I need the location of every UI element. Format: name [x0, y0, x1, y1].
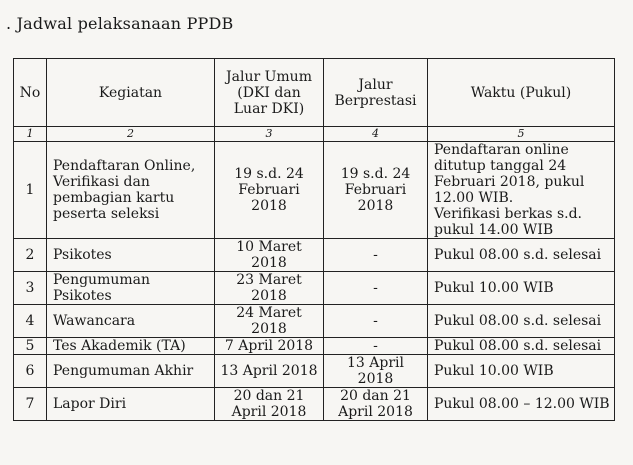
schedule-table — [13, 58, 615, 421]
cell-jalur-prestasi: 20 dan 21 April 2018 — [324, 388, 428, 421]
header-row — [14, 59, 615, 127]
cell-jalur-prestasi: 19 s.d. 24 Februari 2018 — [324, 142, 428, 239]
column-number: 2 — [47, 127, 215, 142]
table-row — [14, 338, 615, 355]
cell-kegiatan: Tes Akademik (TA) — [47, 338, 215, 355]
header-no: No — [14, 59, 47, 127]
cell-jalur-umum: 10 Maret 2018 — [215, 239, 324, 272]
cell-jalur-prestasi: - — [324, 272, 428, 305]
cell-jalur-prestasi: 13 April 2018 — [324, 355, 428, 388]
header-jalur-prestasi: Jalur Berprestasi — [324, 59, 428, 127]
cell-jalur-umum: 20 dan 21 April 2018 — [215, 388, 324, 421]
cell-no: 4 — [14, 305, 47, 338]
cell-jalur-prestasi: - — [324, 305, 428, 338]
header-kegiatan: Kegiatan — [47, 59, 215, 127]
cell-kegiatan: Pengumuman Psikotes — [47, 272, 215, 305]
table-row — [14, 272, 615, 305]
cell-kegiatan: Pengumuman Akhir — [47, 355, 215, 388]
cell-no: 6 — [14, 355, 47, 388]
page-title: . Jadwal pelaksanaan PPDB — [6, 14, 234, 33]
cell-no: 7 — [14, 388, 47, 421]
waktu-extra-text: Verifikasi berkas s.d. pukul 14.00 WIB — [434, 206, 583, 238]
cell-jalur-umum: 7 April 2018 — [215, 338, 324, 355]
table-row — [14, 142, 615, 239]
column-number: 3 — [215, 127, 324, 142]
cell-waktu: Pukul 08.00 s.d. selesai — [428, 239, 615, 272]
cell-kegiatan: Psikotes — [47, 239, 215, 272]
cell-jalur-prestasi: - — [324, 239, 428, 272]
table-row — [14, 305, 615, 338]
cell-no: 2 — [14, 239, 47, 272]
cell-no: 1 — [14, 142, 47, 239]
cell-kegiatan: Wawancara — [47, 305, 215, 338]
cell-jalur-umum: 23 Maret 2018 — [215, 272, 324, 305]
cell-waktu: Pukul 10.00 WIB — [428, 272, 615, 305]
header-jalur-umum: Jalur Umum (DKI dan Luar DKI) — [215, 59, 324, 127]
cell-waktu: Pukul 08.00 – 12.00 WIB — [428, 388, 615, 421]
waktu-text: Pendaftaran online ditutup tanggal 24 Februari 2018, pukul 12.00 WIB. — [434, 142, 585, 206]
table-row — [14, 388, 615, 421]
cell-jalur-umum: 19 s.d. 24 Februari 2018 — [215, 142, 324, 239]
cell-waktu: Pukul 08.00 s.d. selesai — [428, 305, 615, 338]
cell-jalur-umum: 24 Maret 2018 — [215, 305, 324, 338]
column-number: 4 — [324, 127, 428, 142]
cell-waktu — [428, 142, 615, 239]
cell-waktu: Pukul 10.00 WIB — [428, 355, 615, 388]
cell-waktu: Pukul 08.00 s.d. selesai — [428, 338, 615, 355]
cell-no: 3 — [14, 272, 47, 305]
column-number-row — [14, 127, 615, 142]
column-number: 1 — [14, 127, 47, 142]
cell-jalur-prestasi: - — [324, 338, 428, 355]
cell-kegiatan: Pendaftaran Online, Verifikasi dan pembagian kartu peserta seleksi — [47, 142, 215, 239]
cell-jalur-umum: 13 April 2018 — [215, 355, 324, 388]
cell-no: 5 — [14, 338, 47, 355]
cell-kegiatan: Lapor Diri — [47, 388, 215, 421]
table-row — [14, 239, 615, 272]
header-waktu: Waktu (Pukul) — [428, 59, 615, 127]
table-row — [14, 355, 615, 388]
column-number: 5 — [428, 127, 615, 142]
